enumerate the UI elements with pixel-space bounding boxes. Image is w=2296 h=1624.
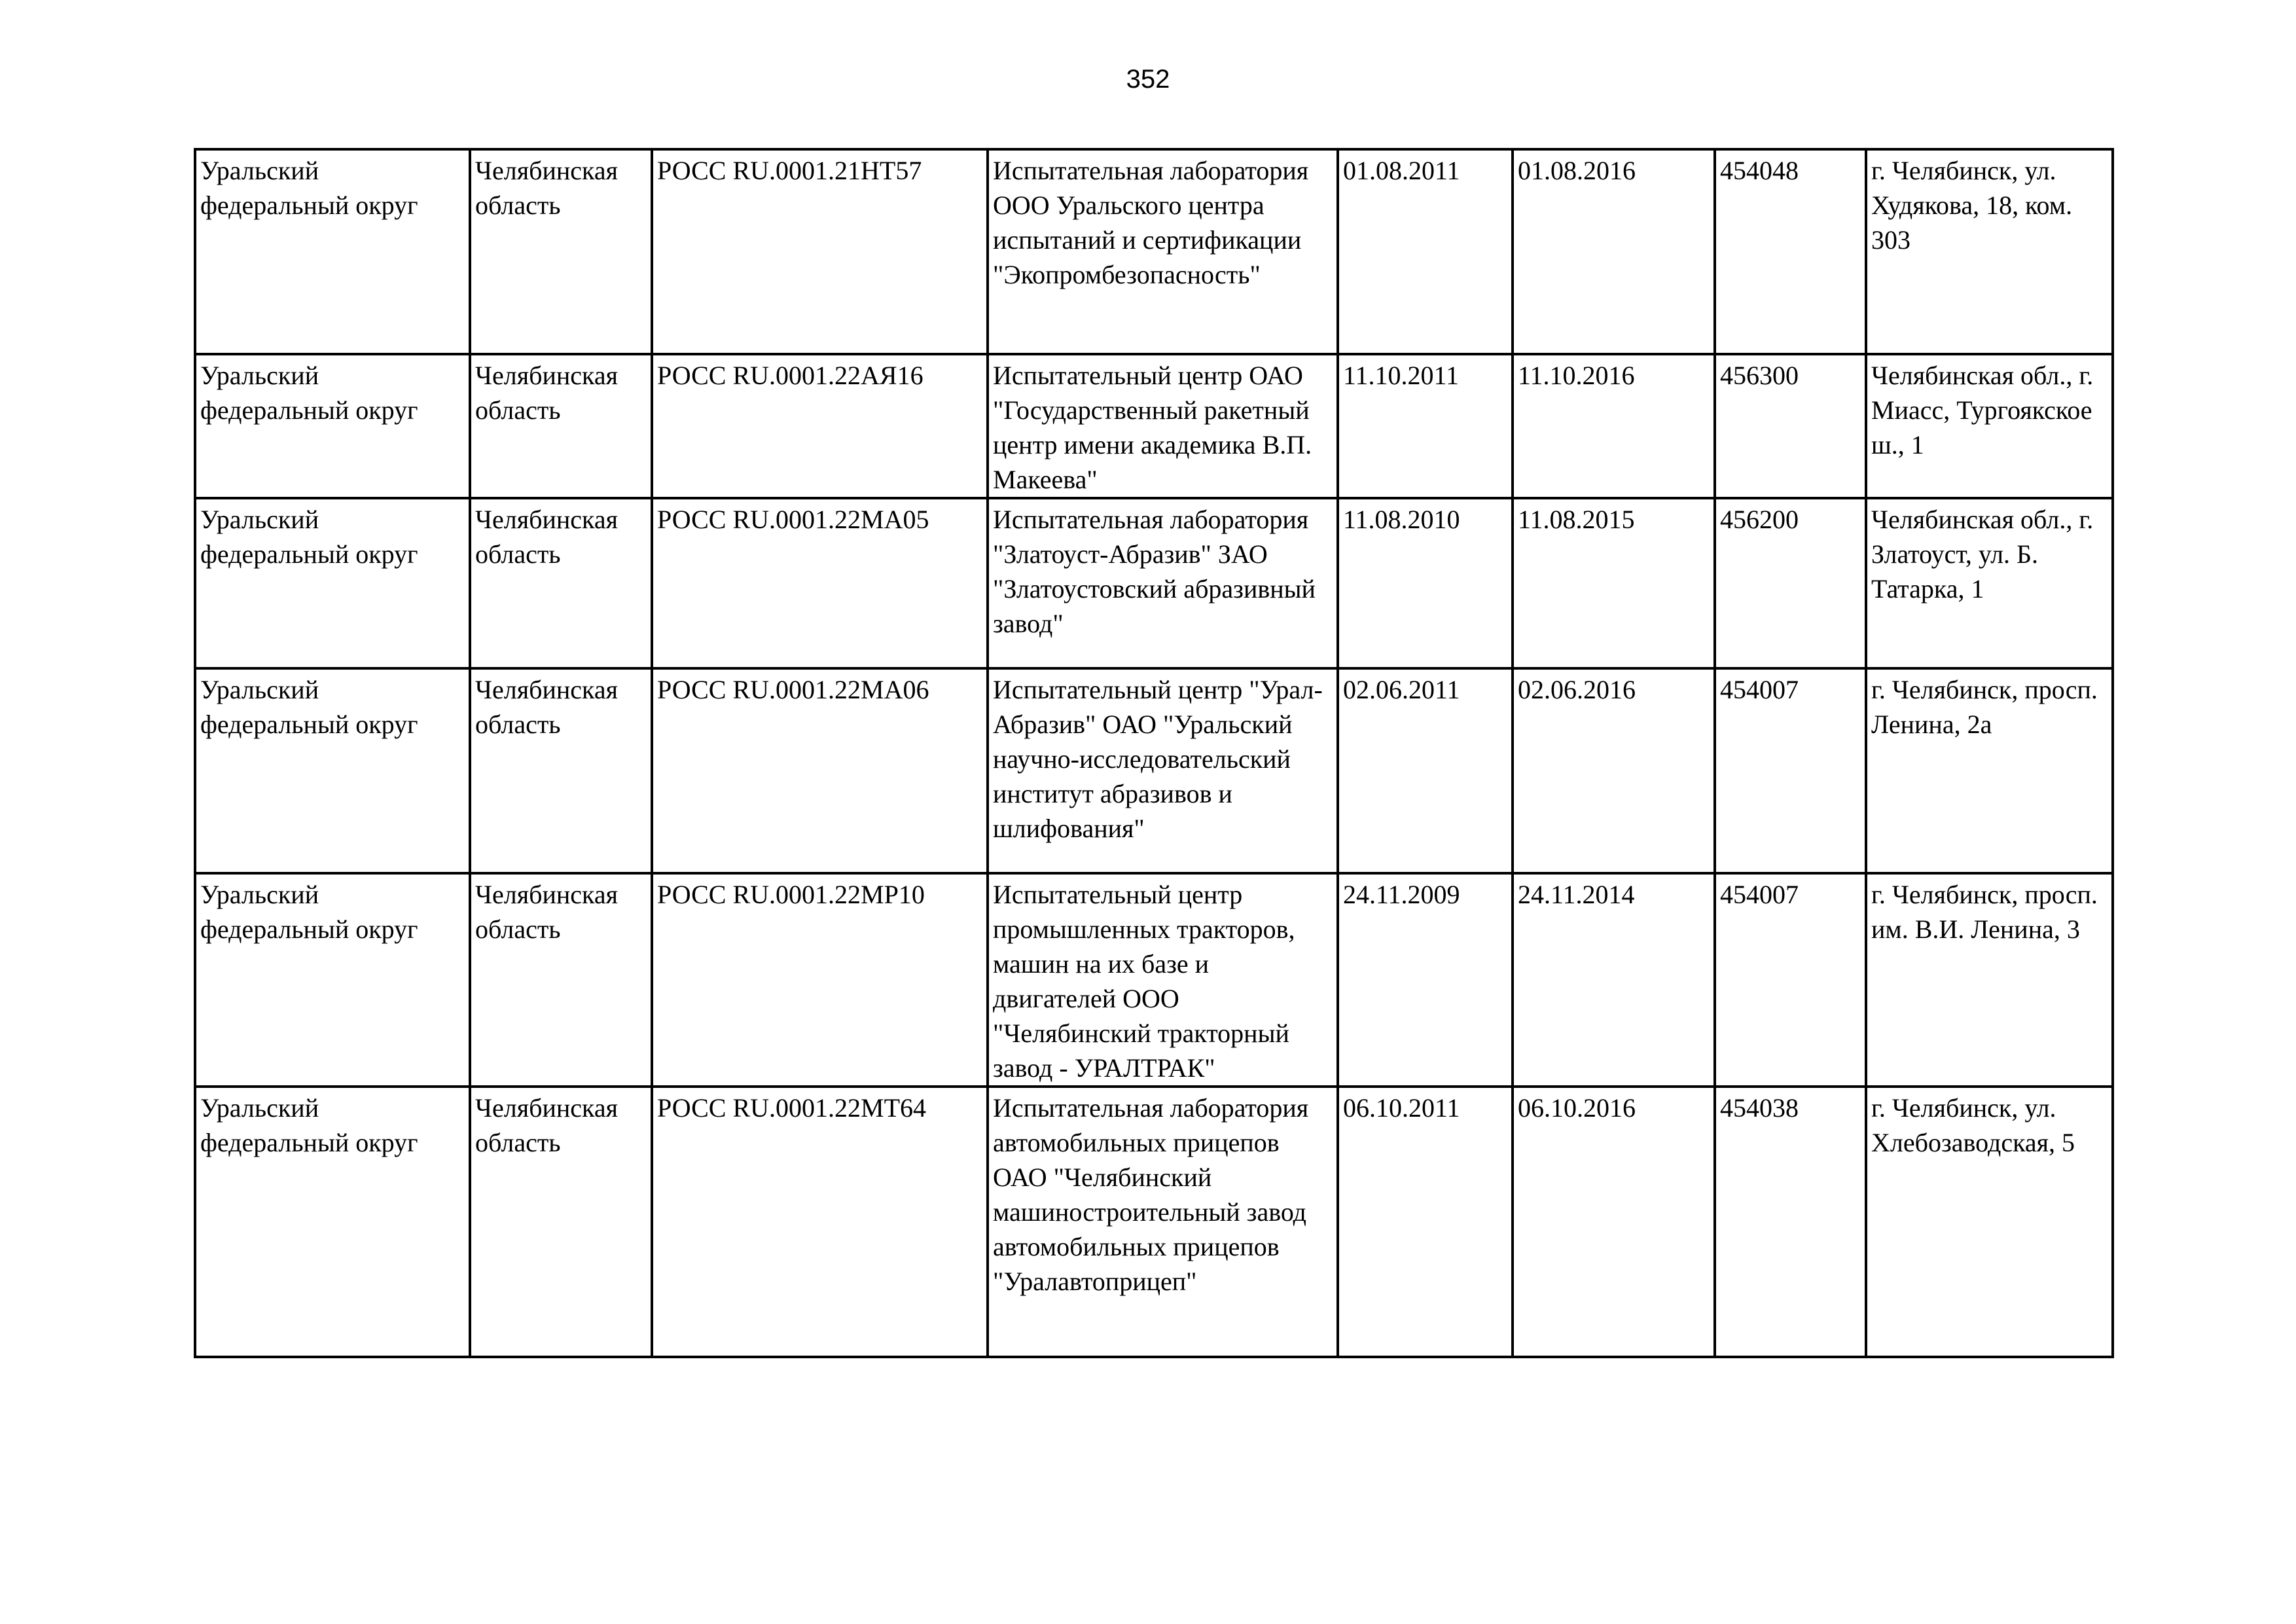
district-cell: Уральский федеральный округ [195,149,470,354]
date-to-cell: 01.08.2016 [1513,149,1715,354]
date-to-cell: 24.11.2014 [1513,873,1715,1087]
date-from-cell: 24.11.2009 [1338,873,1513,1087]
region-cell: Челябинская область [470,668,652,873]
date-to-cell: 02.06.2016 [1513,668,1715,873]
address-cell: Челябинская обл., г. Златоуст, ул. Б. Татарка, 1 [1866,498,2113,668]
organization-name-cell: Испытательный центр ОАО "Государственный ракетный центр имени академика В.П. Макеева" [988,354,1338,498]
postcode-cell: 454007 [1715,873,1866,1087]
table-row [195,668,2113,873]
postcode-cell: 456300 [1715,354,1866,498]
page-number: 352 [1126,65,1170,94]
registration-number-cell: РОСС RU.0001.22МА06 [652,668,988,873]
address-cell: г. Челябинск, ул. Хлебозаводская, 5 [1866,1087,2113,1357]
region-cell: Челябинская область [470,1087,652,1357]
region-cell: Челябинская область [470,149,652,354]
table-row [195,1087,2113,1357]
table-row [195,149,2113,354]
address-cell: г. Челябинск, ул. Худякова, 18, ком. 303 [1866,149,2113,354]
date-to-cell: 11.08.2015 [1513,498,1715,668]
address-cell: г. Челябинск, просп. Ленина, 2а [1866,668,2113,873]
date-to-cell: 11.10.2016 [1513,354,1715,498]
region-cell: Челябинская область [470,873,652,1087]
registration-number-cell: РОСС RU.0001.21НТ57 [652,149,988,354]
registration-number-cell: РОСС RU.0001.22МТ64 [652,1087,988,1357]
date-from-cell: 06.10.2011 [1338,1087,1513,1357]
registration-number-cell: РОСС RU.0001.22МА05 [652,498,988,668]
region-cell: Челябинская область [470,354,652,498]
registration-number-cell: РОСС RU.0001.22МР10 [652,873,988,1087]
date-to-cell: 06.10.2016 [1513,1087,1715,1357]
organization-name-cell: Испытательная лаборатория ООО Уральского центра испытаний и сертификации "Экопромбезопасность" [988,149,1338,354]
registration-number-cell: РОСС RU.0001.22АЯ16 [652,354,988,498]
date-from-cell: 11.10.2011 [1338,354,1513,498]
organization-name-cell: Испытательная лаборатория "Златоуст-Абразив" ЗАО "Златоустовский абразивный завод" [988,498,1338,668]
postcode-cell: 454048 [1715,149,1866,354]
organization-name-cell: Испытательный центр "Урал-Абразив" ОАО "Уральский научно-исследовательский институт абразивов и шлифования" [988,668,1338,873]
postcode-cell: 454007 [1715,668,1866,873]
table-row [195,873,2113,1087]
organization-name-cell: Испытательный центр промышленных тракторов, машин на их базе и двигателей ООО "Челябинский тракторный завод - УРАЛТРАК" [988,873,1338,1087]
table-row [195,498,2113,668]
table-row [195,354,2113,498]
organization-name-cell: Испытательная лаборатория автомобильных прицепов ОАО "Челябинский машиностроительный завод автомобильных прицепов "Уралавтоприцеп" [988,1087,1338,1357]
region-cell: Челябинская область [470,498,652,668]
district-cell: Уральский федеральный округ [195,354,470,498]
address-cell: Челябинская обл., г. Миасс, Тургоякское ш., 1 [1866,354,2113,498]
district-cell: Уральский федеральный округ [195,668,470,873]
date-from-cell: 02.06.2011 [1338,668,1513,873]
registry-table [194,148,2114,1358]
postcode-cell: 454038 [1715,1087,1866,1357]
date-from-cell: 01.08.2011 [1338,149,1513,354]
address-cell: г. Челябинск, просп. им. В.И. Ленина, 3 [1866,873,2113,1087]
district-cell: Уральский федеральный округ [195,498,470,668]
date-from-cell: 11.08.2010 [1338,498,1513,668]
district-cell: Уральский федеральный округ [195,873,470,1087]
postcode-cell: 456200 [1715,498,1866,668]
district-cell: Уральский федеральный округ [195,1087,470,1357]
